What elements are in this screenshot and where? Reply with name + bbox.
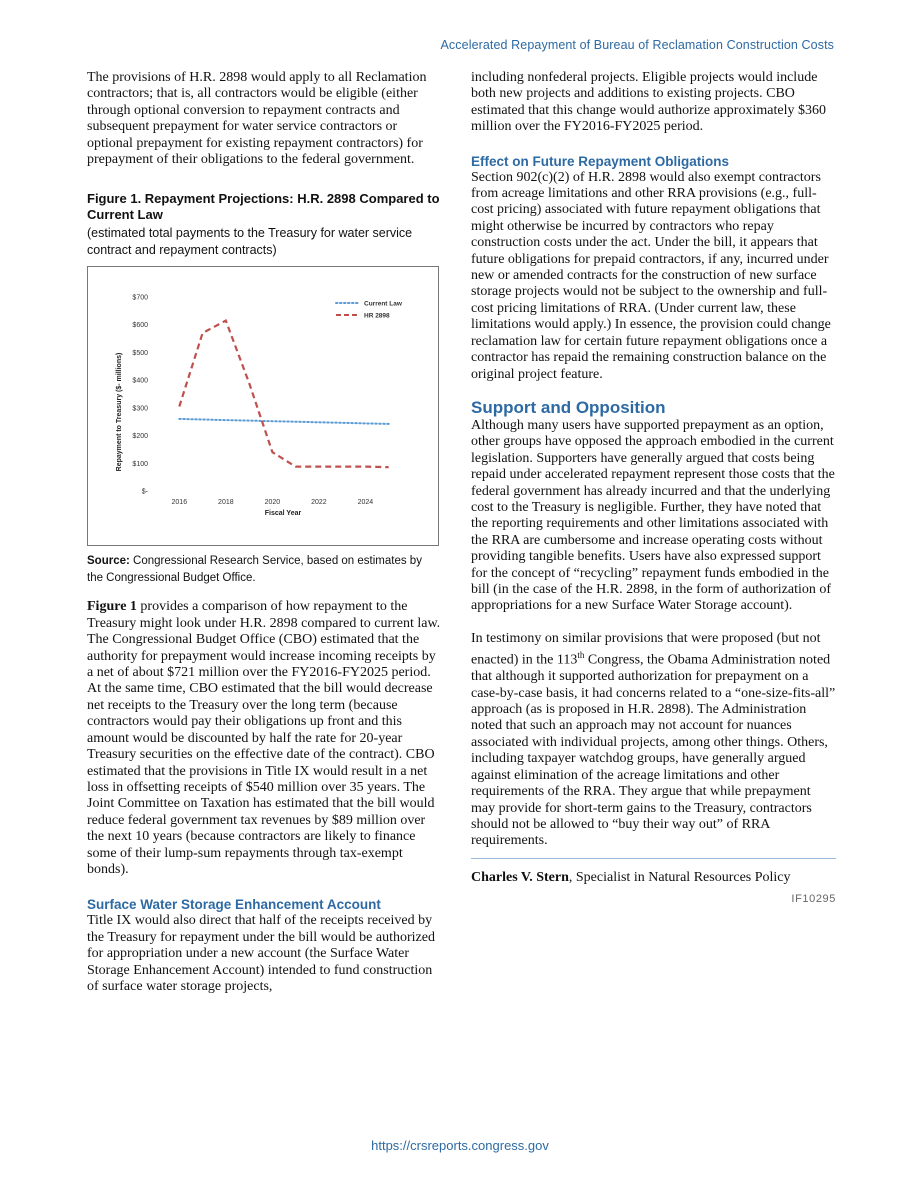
y-tick-label: $600 [132, 322, 148, 330]
footer-url-link[interactable]: https://crsreports.congress.gov [371, 1138, 549, 1153]
chart-x-axis-label: Fiscal Year [264, 510, 302, 518]
y-tick-label: $- [141, 488, 148, 496]
author-name: Charles V. Stern [471, 869, 569, 885]
x-tick-label: 2020 [264, 499, 281, 507]
figure-subtitle: (estimated total payments to the Treasury for water service contract and repayment contracts) [87, 226, 413, 257]
testimony-text-a: In testimony on similar provisions that were proposed (but not enacted) in the 113 [471, 630, 821, 668]
figure-discussion-paragraph [87, 599, 441, 878]
x-tick-label: 2024 [357, 499, 374, 507]
document-id: IF10295 [791, 892, 836, 905]
author-title: , Specialist in Natural Resources Policy [568, 869, 791, 885]
figure-source [87, 553, 441, 587]
source-text: Congressional Research Service, based on estimates by the Congressional Budget Office. [87, 555, 422, 585]
support-paragraph-1: Although many users have supported prepayment as an option, other groups have opposed the approach embodied in the current legislation. Supporters have generally argued that costs being repaid under accelerated repayment represent those costs that the federal government has already incurred and that the underlying cost to the Treasury is negligible. Further, they have noted that the reporting requirements and other limitations associated with the RRA are cumbersome and increase operating costs without providing tangible benefits. Users have also expressed support for the concept of “recycling” repayment funds embodied in the bill (in the case of the H.R. 2898, in the form of authorization of appropriations for a new Surface Water Storage account). [471, 417, 835, 614]
x-tick-label: 2022 [311, 499, 327, 507]
figure-reference: Figure 1 [87, 599, 137, 615]
x-tick-label: 2018 [218, 499, 234, 507]
running-header: Accelerated Repayment of Bureau of Reclamation Construction Costs [440, 38, 834, 52]
intro-paragraph: The provisions of H.R. 2898 would apply to all Reclamation contractors; that is, all contractors would be eligible (either through optional conversion to repayment contracts and subsequent prepayment for water service contractors or optional prepayment for existing repayment contractors) for prepayment of their obligations to the federal government. [87, 70, 427, 168]
figure-title: Figure 1. Repayment Projections: H.R. 2898 Compared to Current Law [87, 191, 440, 223]
ordinal-suffix: th [577, 650, 585, 661]
support-paragraph-2 [471, 631, 836, 850]
section-heading-support-opposition: Support and Opposition [471, 397, 666, 417]
left-column [87, 70, 441, 995]
author-divider [471, 858, 836, 859]
surface-water-paragraph: Title IX would also direct that half of the receipts received by the Treasury for repayment under the bill would be authorized for appropriation under a new account (the Surface Water Storage Enhancement Account) intended to fund construction of surface water storage projects, [87, 913, 435, 994]
legend-label: HR 2898 [364, 312, 390, 320]
series-line-hr-2898 [179, 321, 388, 468]
repayment-chart [87, 266, 439, 546]
y-tick-label: $200 [132, 433, 148, 441]
continuation-paragraph: including nonfederal projects. Eligible projects would include both new projects and additions to existing projects. CBO estimated that this change would authorize approximately $360 million over the FY2016-FY2025 period. [471, 70, 826, 135]
y-tick-label: $700 [132, 294, 148, 302]
chart-svg [88, 267, 438, 545]
right-column [471, 70, 836, 905]
y-tick-label: $100 [132, 461, 148, 469]
future-obligations-paragraph: Section 902(c)(2) of H.R. 2898 would also exempt contractors from acreage limitations and other RRA provisions (e.g., full-cost pricing) associated with future repayment obligations that might otherwise be incurred by contractors who repay construction costs under the act. Under the bill, it appears that future obligations for prepaid contractors, if any, incurred under new or amended contracts for the construction of new surface storage projects would not be subject to the ownership and full-cost pricing limitations of RRA. (Under current law, these limitations would apply.) In essence, the provision could change reclamation law for certain future repayment obligations once a contractor has repaid the remaining construction balance on the original project feature. [471, 169, 831, 382]
y-tick-label: $300 [132, 405, 148, 413]
chart-y-axis-label: Repayment to Treasury ($- millions) [116, 353, 123, 472]
source-label: Source: [87, 555, 130, 568]
figure-discussion-text: provides a comparison of how repayment to the Treasury might look under H.R. 2898 compared to current law. The Congressional Budget Office (CBO) estimated that the authority for prepayment would increase incoming receipts by a net of about $721 million over the FY2016-FY2025 period. At the same time, CBO estimated that the bill would decrease net receipts to the Treasury over the long term (because contractors would pay their obligations up front and this amount would be discounted by half the rate for 20-year Treasury securities on the effective date of the contract). CBO estimated that the provisions in Title IX would result in a net loss in offsetting receipts of $540 million over 35 years. The Joint Committee on Taxation has estimated that the bill would reduce federal government tax revenues by $89 million over the next 10 years (because contractors are likely to finance some of their lump-sum repayments through tax-exempt bonds). [87, 599, 441, 877]
section-heading-future-obligations: Effect on Future Repayment Obligations [471, 153, 730, 169]
x-tick-label: 2016 [171, 499, 188, 507]
y-tick-label: $400 [132, 378, 148, 386]
series-line-current-law [179, 419, 388, 424]
section-heading-surface-water: Surface Water Storage Enhancement Account [87, 897, 381, 913]
y-tick-label: $500 [132, 350, 148, 358]
author-line [471, 869, 836, 886]
legend-label: Current Law [364, 300, 402, 308]
testimony-text-b: Congress, the Obama Administration noted that although it supported authorization for prepayment on a case-by-case basis, it had concerns related to a “one-size-fits-all” approach (as is proposed in H.R. 2898). The Administration noted that such an approach may not account for nuances associated with individual projects, among other things. Others, including taxpayer watchdog groups, have generally argued against elimination of the acreage limitations and other requirements of the RRA. They argue that while prepayment may provide for short-term gains to the Treasury, contractors should not be allowed to “buy their way out” of RRA requirements. [471, 652, 836, 849]
